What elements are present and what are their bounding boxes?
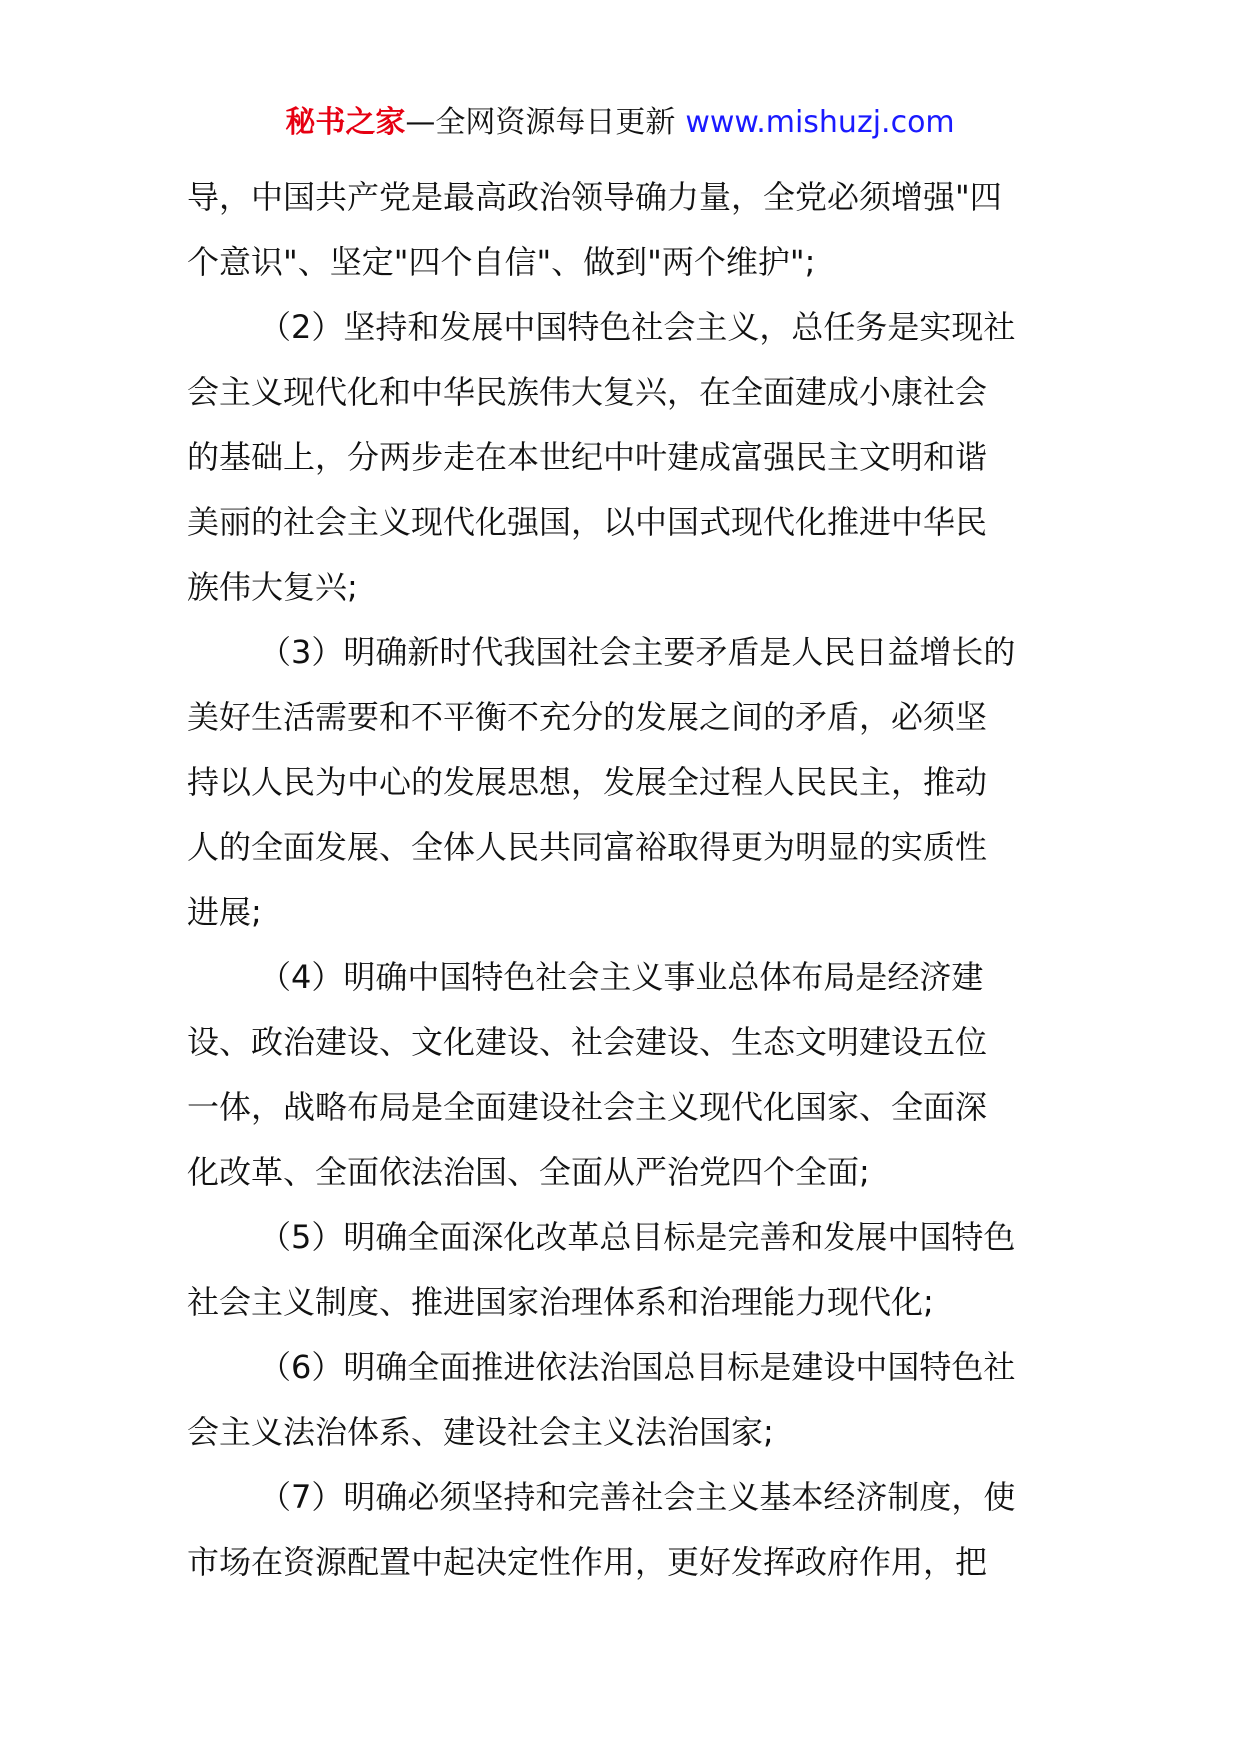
text-line: 的基础上，分两步走在本世纪中叶建成富强民主文明和谐 (187, 438, 988, 476)
brand-name: 秘书之家 (285, 105, 406, 140)
page-header (0, 100, 1240, 146)
text-line: 导，中国共产党是最高政治领导确力量，全党必须增强"四 (187, 178, 1002, 216)
text-line: 美好生活需要和不平衡不充分的发展之间的矛盾，必须坚 (187, 698, 988, 736)
text-line: 族伟大复兴; (187, 568, 358, 606)
text-line: 化改革、全面依法治国、全面从严治党四个全面; (187, 1153, 870, 1191)
paragraph-start-6: （6）明确全面推进依法治国总目标是建设中国特色社 (259, 1348, 1016, 1386)
text-line: 人的全面发展、全体人民共同富裕取得更为明显的实质性 (187, 828, 988, 866)
paragraph-start-7: （7）明确必须坚持和完善社会主义基本经济制度，使 (259, 1478, 1016, 1516)
text-line: 市场在资源配置中起决定性作用，更好发挥政府作用，把 (187, 1543, 988, 1581)
text-line: 会主义法治体系、建设社会主义法治国家; (187, 1413, 774, 1451)
text-line: 美丽的社会主义现代化强国，以中国式现代化推进中华民 (187, 503, 988, 541)
text-line: 进展; (187, 893, 262, 931)
text-line: 社会主义制度、推进国家治理体系和治理能力现代化; (187, 1283, 934, 1321)
text-line: 设、政治建设、文化建设、社会建设、生态文明建设五位 (187, 1023, 988, 1061)
text-line: 会主义现代化和中华民族伟大复兴，在全面建成小康社会 (187, 373, 988, 411)
paragraph-start-4: （4）明确中国特色社会主义事业总体布局是经济建 (259, 958, 984, 996)
text-line: 持以人民为中心的发展思想，发展全过程人民民主，推动 (187, 763, 988, 801)
body-text (187, 165, 1053, 1595)
paragraph-start-2: （2）坚持和发展中国特色社会主义，总任务是实现社 (259, 308, 1016, 346)
text-line: 个意识"、坚定"四个自信"、做到"两个维护"; (187, 243, 816, 281)
website-link[interactable]: www.mishuzj.com (685, 105, 955, 140)
text-line: 一体，战略布局是全面建设社会主义现代化国家、全面深 (187, 1088, 988, 1126)
header-slogan: —全网资源每日更新 (405, 105, 676, 140)
paragraph-start-5: （5）明确全面深化改革总目标是完善和发展中国特色 (259, 1218, 1016, 1256)
paragraph-start-3: （3）明确新时代我国社会主要矛盾是人民日益增长的 (259, 633, 1016, 671)
